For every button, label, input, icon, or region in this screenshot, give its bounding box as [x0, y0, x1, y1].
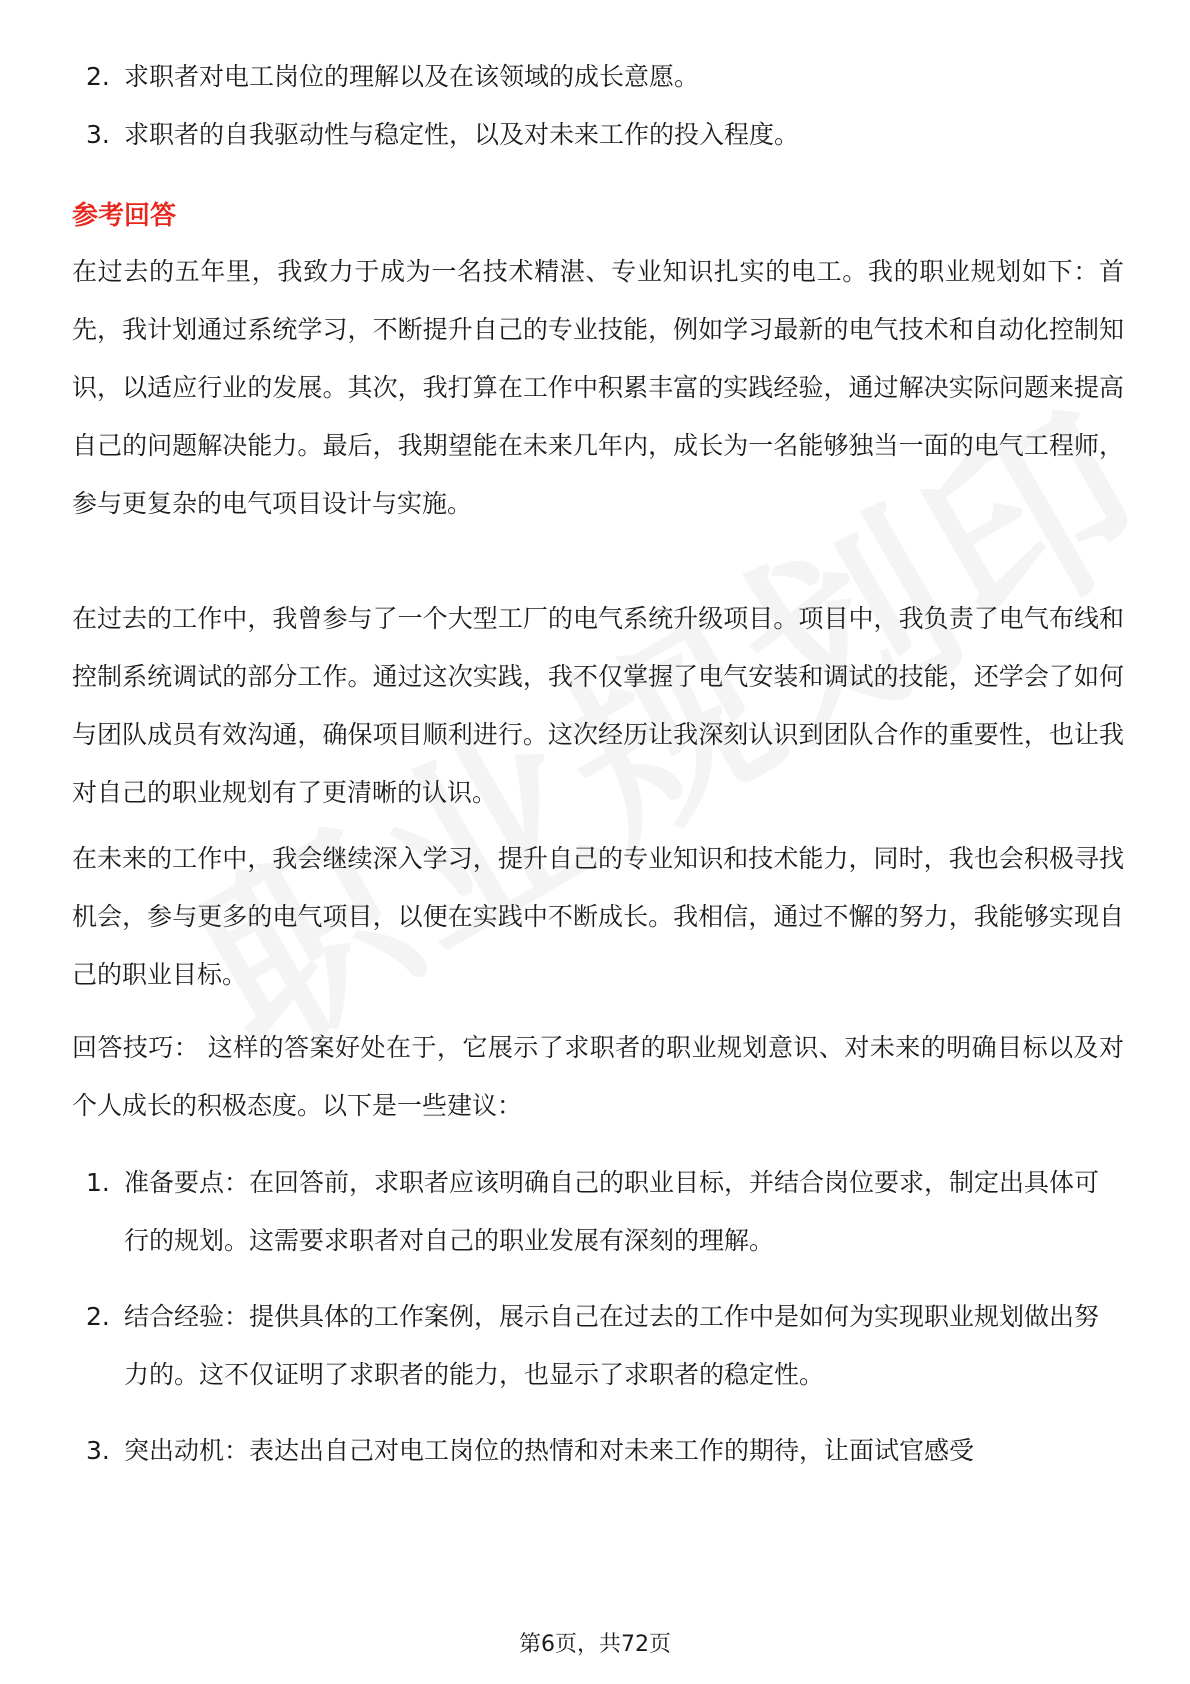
list-number: 3.	[86, 1436, 110, 1465]
section-heading: 参考回答	[72, 201, 177, 231]
list-item	[72, 106, 1122, 164]
tips-list	[72, 1154, 1122, 1480]
list-text: 求职者的自我驱动性与稳定性，以及对未来工作的投入程度。	[124, 120, 800, 149]
list-number: 3.	[86, 120, 110, 149]
list-item	[72, 48, 1122, 106]
list-text: 准备要点：在回答前，求职者应该明确自己的职业目标，并结合岗位要求，制定出具体可行的规划。这需要求职者对自己的职业发展有深刻的理解。	[124, 1168, 1100, 1255]
list-number: 1.	[86, 1168, 110, 1197]
requirements-list	[72, 48, 1122, 164]
paragraph-future-work: 在未来的工作中，我会继续深入学习，提升自己的专业知识和技术能力，同时，我也会积极寻找机会，参与更多的电气项目，以便在实践中不断成长。我相信，通过不懈的努力，我能够实现自己的职业目标。	[72, 844, 1124, 989]
list-text: 求职者对电工岗位的理解以及在该领域的成长意愿。	[124, 62, 700, 91]
list-item	[72, 1288, 1122, 1404]
paragraph-answer-tips: 回答技巧： 这样的答案好处在于，它展示了求职者的职业规划意识、对未来的明确目标以及对个人成长的积极态度。以下是一些建议：	[72, 1033, 1124, 1120]
list-number: 2.	[86, 62, 110, 91]
paragraph-career-plan: 在过去的五年里，我致力于成为一名技术精湛、专业知识扎实的电工。我的职业规划如下：首先，我计划通过系统学习，不断提升自己的专业技能，例如学习最新的电气技术和自动化控制知识，以适应行业的发展。其次，我打算在工作中积累丰富的实践经验，通过解决实际问题来提高自己的问题解决能力。最后，我期望能在未来几年内，成长为一名能够独当一面的电气工程师，参与更复杂的电气项目设计与实施。	[72, 257, 1124, 518]
list-number: 2.	[86, 1302, 110, 1331]
list-item	[72, 1154, 1122, 1270]
list-text: 结合经验：提供具体的工作案例，展示自己在过去的工作中是如何为实现职业规划做出努力的。这不仅证明了求职者的能力，也显示了求职者的稳定性。	[124, 1302, 1100, 1389]
list-item	[72, 1422, 1122, 1480]
paragraph-past-experience: 在过去的工作中，我曾参与了一个大型工厂的电气系统升级项目。项目中，我负责了电气布线和控制系统调试的部分工作。通过这次实践，我不仅掌握了电气安装和调试的技能，还学会了如何与团队成员有效沟通，确保项目顺利进行。这次经历让我深刻认识到团队合作的重要性，也让我对自己的职业规划有了更清晰的认识。	[72, 604, 1124, 807]
list-text: 突出动机：表达出自己对电工岗位的热情和对未来工作的期待，让面试官感受	[124, 1436, 975, 1465]
page-footer: 第6页，共72页	[519, 1632, 671, 1657]
